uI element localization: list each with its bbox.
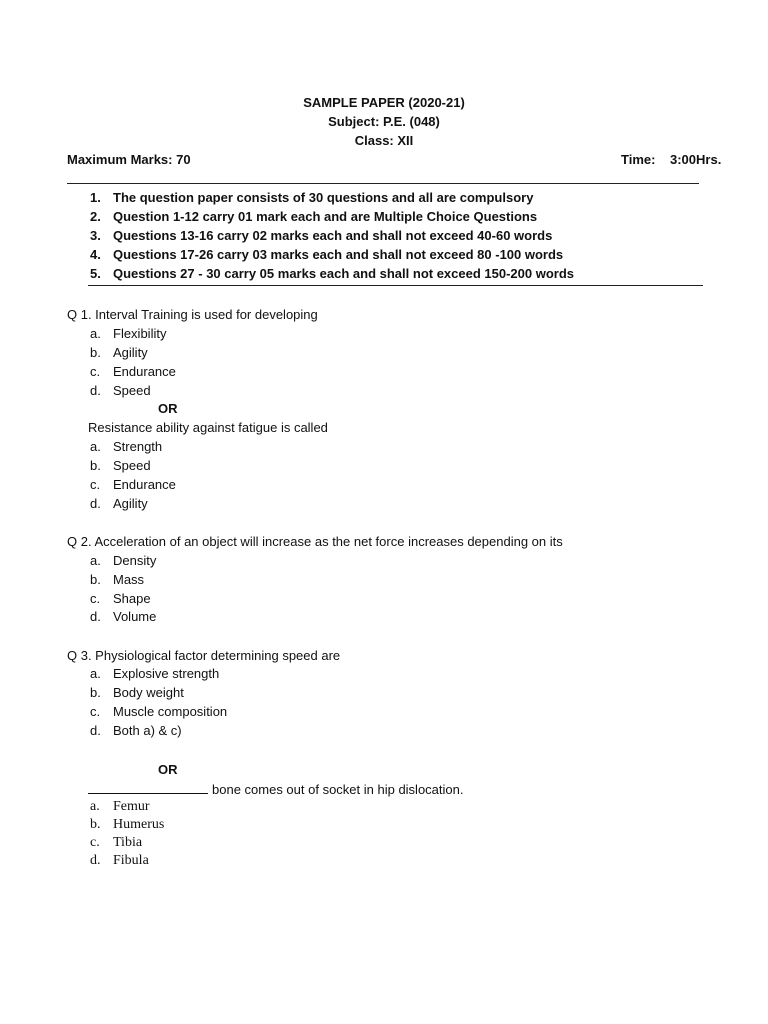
paper-class: Class: XII	[354, 133, 414, 148]
q3-alt-question: bone comes out of socket in hip dislocation.	[88, 781, 463, 797]
instruction-item: 3. Questions 13-16 carry 02 marks each and shall not exceed 40-60 words	[90, 228, 553, 243]
q2-option-b: b. Mass	[90, 572, 145, 587]
max-marks: Maximum Marks: 70	[67, 152, 191, 167]
header-divider	[67, 183, 699, 184]
paper-subject: Subject: P.E. (048)	[328, 114, 440, 129]
fill-in-blank	[88, 781, 208, 794]
q3-option-a: a. Explosive strength	[90, 666, 220, 681]
time-value: 3:00Hrs.	[670, 152, 722, 167]
q2-option-d: d. Volume	[90, 609, 157, 624]
question-3: Q 3. Physiological factor determining speed are	[67, 648, 341, 663]
paper-title: SAMPLE PAPER (2020-21)	[303, 95, 465, 110]
q3-option-d: d. Both a) & c)	[90, 723, 182, 738]
q1-alt-question: Resistance ability against fatigue is called	[88, 420, 328, 435]
instruction-item: 4. Questions 17-26 carry 03 marks each and shall not exceed 80 -100 words	[90, 247, 564, 262]
time-label: Time:	[621, 152, 656, 167]
q3-alt-option-b: b. Humerus	[90, 817, 165, 832]
q1-alt-option-b: b. Speed	[90, 458, 151, 473]
q2-option-c: c. Shape	[90, 591, 151, 606]
q3-alt-option-c: c. Tibia	[90, 835, 143, 850]
q2-option-a: a. Density	[90, 553, 157, 568]
q1-alt-option-c: c. Endurance	[90, 477, 176, 492]
q3-option-c: c. Muscle composition	[90, 704, 228, 719]
q1-or-label: OR	[158, 401, 178, 416]
q3-alt-option-a: a. Femur	[90, 799, 150, 814]
q3-or-label: OR	[158, 762, 178, 777]
instructions-divider	[88, 285, 703, 286]
q1-alt-option-d: d. Agility	[90, 496, 148, 511]
instruction-item: 1. The question paper consists of 30 questions and all are compulsory	[90, 190, 534, 205]
q1-option-d: d. Speed	[90, 383, 151, 398]
q1-option-b: b. Agility	[90, 345, 148, 360]
q1-option-a: a. Flexibility	[90, 326, 167, 341]
q3-option-b: b. Body weight	[90, 685, 184, 700]
q3-alt-option-d: d. Fibula	[90, 853, 149, 868]
q1-option-c: c. Endurance	[90, 364, 176, 379]
instruction-item: 2. Question 1-12 carry 01 mark each and are Multiple Choice Questions	[90, 209, 538, 224]
instruction-item: 5. Questions 27 - 30 carry 05 marks each and shall not exceed 150-200 words	[90, 266, 575, 281]
question-1: Q 1. Interval Training is used for developing	[67, 307, 318, 322]
q1-alt-option-a: a. Strength	[90, 439, 163, 454]
question-2: Q 2. Acceleration of an object will increase as the net force increases depending on its	[67, 534, 563, 549]
